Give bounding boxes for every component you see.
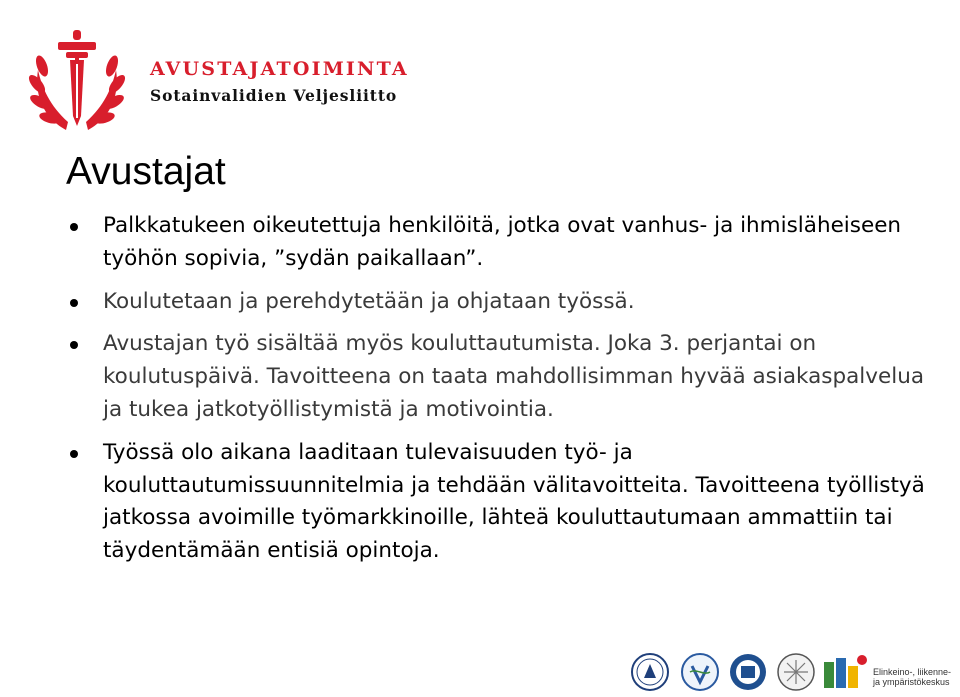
bullet-text: Avustajan työ sisältää myös kouluttautumista. Joka 3. perjantai on koulutuspäivä. Tavoitteena on taata mahdollisimman hyvää asiakaspalvelua ja tukea jatkotyöllistymistä ja motivointia. <box>103 331 924 422</box>
partner-logo-4-icon <box>776 652 816 692</box>
bullet-dot-icon <box>70 299 78 307</box>
bullet-item <box>66 328 926 426</box>
partner-logo-3-icon <box>728 652 768 692</box>
bullet-item <box>66 437 926 568</box>
ely-centre-text: Elinkeino-, liikenne- ja ympäristökeskus <box>873 667 952 687</box>
bullet-item <box>66 286 926 319</box>
page-title: Avustajat <box>66 150 226 193</box>
partner-logo-2-icon <box>680 652 720 692</box>
brand-subtitle: Sotainvalidien Veljesliitto <box>150 86 398 105</box>
bullet-list <box>66 210 926 568</box>
partner-logo-1-icon <box>630 652 670 692</box>
header <box>28 26 448 136</box>
bullet-dot-icon <box>70 223 78 231</box>
ely-centre-logo-icon <box>822 652 870 692</box>
bullet-dot-icon <box>70 341 78 349</box>
bullet-item <box>66 210 926 276</box>
sword-emblem-icon <box>28 26 126 134</box>
bullet-text: Työssä olo aikana laaditaan tulevaisuuden työ- ja kouluttautumissuunnitelmia ja tehdään välitavoitteita. Tavoitteena työllistyä jatkossa avoimille työmarkkinoille, lähteä kouluttautumaan ammattiin tai täydentämään entisiä opintoja. <box>103 439 925 564</box>
footer-logos <box>630 652 950 697</box>
bullet-dot-icon <box>70 450 78 458</box>
brand-title: AVUSTAJATOIMINTA <box>150 58 409 80</box>
bullet-text: Koulutetaan ja perehdytetään ja ohjataan työssä. <box>103 288 635 314</box>
bullet-text: Palkkatukeen oikeutettuja henkilöitä, jotka ovat vanhus- ja ihmisläheiseen työhön sopivia, ”sydän paikallaan”. <box>103 213 902 271</box>
